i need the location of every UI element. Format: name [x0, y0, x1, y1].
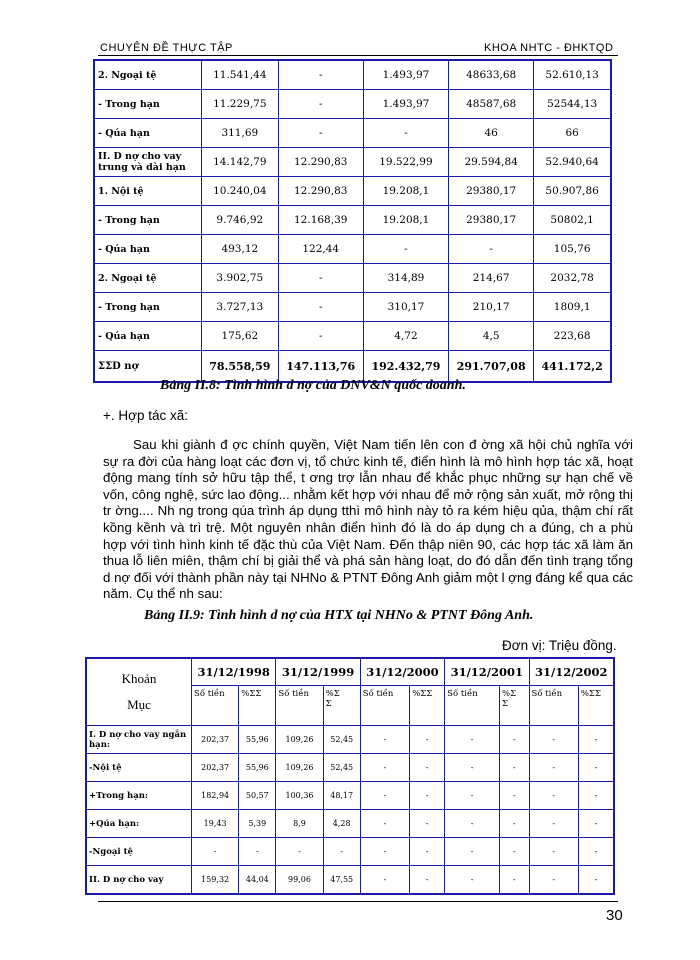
table-cell: 202,37 [192, 754, 239, 782]
table-cell: - [445, 754, 500, 782]
table-cell: 19.208,1 [363, 206, 448, 235]
table-cell: - [578, 782, 614, 810]
table-cell: 52.940,64 [534, 148, 611, 177]
table-cell: - [449, 235, 534, 264]
year-header: 31/12/2000 [360, 658, 444, 686]
table-cell: 19.522,99 [363, 148, 448, 177]
muc-label: Mục [127, 697, 151, 712]
table-cell: 2032,78 [534, 264, 611, 293]
table-cell: - [410, 754, 445, 782]
debt-table-htx [85, 657, 615, 895]
row-label: - Trong hạn [94, 293, 202, 322]
row-label: +Qúa hạn: [86, 810, 192, 838]
table-cell: 5,39 [239, 810, 276, 838]
table-cell: 182,94 [192, 782, 239, 810]
sub-header-percent-line2: Σ [502, 699, 509, 709]
table-cell: - [360, 754, 409, 782]
table-cell: - [500, 782, 529, 810]
table-cell: 105,76 [534, 235, 611, 264]
sub-header-percent-line2: Σ [325, 699, 332, 709]
table-cell: - [239, 838, 276, 866]
table-cell: - [276, 838, 323, 866]
section-subheading: +. Hợp tác xã: [103, 408, 189, 423]
row-label: 2. Ngoại tệ [94, 264, 202, 293]
table-cell: 12.290,83 [278, 148, 363, 177]
table-cell: - [445, 782, 500, 810]
table-cell: 4,72 [363, 322, 448, 351]
table-cell: - [529, 726, 578, 754]
sub-header-percent: %ΣΣ [410, 686, 445, 726]
table-row [94, 206, 611, 235]
table-cell: 19.208,1 [363, 177, 448, 206]
table-cell: 44,04 [239, 866, 276, 895]
table-cell: - [410, 866, 445, 895]
table-row [94, 119, 611, 148]
table-cell: 29380,17 [449, 206, 534, 235]
table-cell: 50.907,86 [534, 177, 611, 206]
row-label: - Qúa hạn [94, 119, 202, 148]
table-row [86, 810, 614, 838]
table-cell: - [278, 60, 363, 90]
table-cell: 99,06 [276, 866, 323, 895]
table-cell: - [578, 838, 614, 866]
sub-header-percent [323, 686, 360, 726]
table-row [86, 838, 614, 866]
unit-label: Đơn vị: Triệu đồng. [502, 638, 617, 653]
table-cell: - [578, 866, 614, 895]
table-cell: 311,69 [202, 119, 279, 148]
table-cell: 109,26 [276, 726, 323, 754]
table-cell: 9.746,92 [202, 206, 279, 235]
table-cell: - [529, 810, 578, 838]
row-label: - Qúa hạn [94, 235, 202, 264]
table-cell: - [578, 810, 614, 838]
table-cell: - [410, 838, 445, 866]
table-cell: 210,17 [449, 293, 534, 322]
table-cell: 14.142,79 [202, 148, 279, 177]
table-cell: 1.493,97 [363, 90, 448, 119]
table-cell: - [529, 866, 578, 895]
sub-header-amount: Số tiền [192, 686, 239, 726]
table-cell: - [360, 838, 409, 866]
table-cell: 48,17 [323, 782, 360, 810]
table-cell: 11.541,44 [202, 60, 279, 90]
table-cell: - [360, 866, 409, 895]
sub-header-percent-line1: %Σ [325, 689, 340, 699]
year-header: 31/12/2002 [529, 658, 614, 686]
table-cell: 310,17 [363, 293, 448, 322]
table-cell: 493,12 [202, 235, 279, 264]
table-cell: - [363, 119, 448, 148]
sub-header-percent: %ΣΣ [578, 686, 614, 726]
table-cell: - [278, 264, 363, 293]
table-row [86, 726, 614, 754]
table-cell: 50802,1 [534, 206, 611, 235]
table-row [86, 754, 614, 782]
table-row [94, 235, 611, 264]
table-cell: 4,5 [449, 322, 534, 351]
page-number: 30 [606, 907, 623, 924]
table-cell: 147.113,76 [278, 351, 363, 383]
table-cell: - [529, 754, 578, 782]
table-cell: 52,45 [323, 754, 360, 782]
table-cell: 47,55 [323, 866, 360, 895]
table-cell: 100,36 [276, 782, 323, 810]
table-cell: - [445, 726, 500, 754]
table-cell: 12.168,39 [278, 206, 363, 235]
table-cell: 291.707,08 [449, 351, 534, 383]
table-cell: 78.558,59 [202, 351, 279, 383]
table-cell: - [323, 838, 360, 866]
table-row [94, 60, 611, 90]
table-cell: 1809,1 [534, 293, 611, 322]
table-cell: - [360, 782, 409, 810]
table-caption-ii8: Bảng II.8: Tình hình d nợ của DNV&N quốc doanh. [160, 378, 466, 393]
table-row [94, 322, 611, 351]
table-cell: - [363, 235, 448, 264]
body-paragraph: Sau khi giành đ ợc chính quyền, Việt Nam tiến lên con đ ờng xã hội chủ nghĩa với sự ra đời của hàng loạt các đơn vị, tổ chức kinh tế, điển hình là mô hình hợp tác xã, hoạt động mang tính sở hữu tập thể, t ơng trợ lẫn nhau để khắc phục những sự hạn chế về vốn, công nghệ, sức lao động... nhằm kết hợp với nhau để mở rộng sản xuất, mở rộng thị tr ờng.... Nh ng trong qúa trình áp dụng tthì mô hình này tỏ ra kém hiệu qủa, thậm chí rất kồng kềnh và trì trệ. Một nguyên nhân điển hình đó là do áp dụng ch a đúng, ch a phù hợp với tình hình kinh tế đặc thù của Việt Nam. Đến thập niên 90, các hợp tác xã làm ăn thua lỗ liên miên, thậm chí bị giải thể và phá sản hàng loạt, do đó dẫn đến tình trạng tổng d nợ đối với thành phần này tại NHNo & PTNT Đông Anh giảm một l ợng đáng kể qua các năm. Cụ thể nh sau: [103, 437, 634, 602]
row-label: II. D nợ cho vay trung và dài hạn [94, 148, 202, 177]
table-cell: - [500, 754, 529, 782]
table-cell: - [278, 119, 363, 148]
year-header: 31/12/1998 [192, 658, 276, 686]
table-cell: - [500, 810, 529, 838]
table-cell: - [410, 782, 445, 810]
sub-header-amount: Số tiền [360, 686, 409, 726]
header-rule [98, 55, 618, 56]
row-label: I. D nợ cho vay ngắn hạn: [86, 726, 192, 754]
table-cell: - [445, 866, 500, 895]
table-cell: 52544,13 [534, 90, 611, 119]
row-label: 2. Ngoại tệ [94, 60, 202, 90]
table-cell: - [529, 838, 578, 866]
table-cell: 10.240,04 [202, 177, 279, 206]
table-cell: - [500, 726, 529, 754]
table-row [94, 293, 611, 322]
table-cell: 3.727,13 [202, 293, 279, 322]
table-cell: 109,26 [276, 754, 323, 782]
table-cell: - [360, 810, 409, 838]
header-left: CHUYÊN ĐỀ THỰC TẬP [100, 42, 233, 54]
table-row [86, 866, 614, 895]
table-caption-ii9: Bảng II.9: Tình hình d nợ của HTX tại NHNo & PTNT Đông Anh. [144, 608, 534, 623]
table-cell: 48587,68 [449, 90, 534, 119]
row-label: -Ngoại tệ [86, 838, 192, 866]
row-label: 1. Nội tệ [94, 177, 202, 206]
table-cell: 52.610,13 [534, 60, 611, 90]
table-row [94, 90, 611, 119]
table-cell: 46 [449, 119, 534, 148]
table-cell: 29.594,84 [449, 148, 534, 177]
khoan-label: Khoản [121, 671, 157, 686]
table-cell: 66 [534, 119, 611, 148]
table-cell: 29380,17 [449, 177, 534, 206]
table-row [86, 782, 614, 810]
year-header: 31/12/2001 [445, 658, 529, 686]
table-cell: 214,67 [449, 264, 534, 293]
col-header-khoan-muc [86, 658, 192, 726]
table-cell: 50,57 [239, 782, 276, 810]
table-cell: 202,37 [192, 726, 239, 754]
table-cell: 175,62 [202, 322, 279, 351]
row-label: +Trong hạn: [86, 782, 192, 810]
row-label: - Trong hạn [94, 206, 202, 235]
table-row [94, 264, 611, 293]
table-cell: - [500, 838, 529, 866]
row-label: -Nội tệ [86, 754, 192, 782]
table-cell: - [578, 726, 614, 754]
table-cell: - [278, 322, 363, 351]
row-label: ΣΣD nợ [94, 351, 202, 383]
table-cell: 192.432,79 [363, 351, 448, 383]
table-cell: 52,45 [323, 726, 360, 754]
year-header: 31/12/1999 [276, 658, 360, 686]
sub-header-amount: Số tiền [276, 686, 323, 726]
table-cell: - [500, 866, 529, 895]
table-cell: 55,96 [239, 726, 276, 754]
table-cell: - [360, 726, 409, 754]
table-cell: 11.229,75 [202, 90, 279, 119]
table-cell: 314,89 [363, 264, 448, 293]
table-cell: 19,43 [192, 810, 239, 838]
table-cell: 441.172,2 [534, 351, 611, 383]
sub-header-amount: Số tiền [529, 686, 578, 726]
sub-header-amount: Số tiền [445, 686, 500, 726]
sub-header-percent-line1: %Σ [502, 689, 517, 699]
table-row [94, 177, 611, 206]
table-cell: - [278, 90, 363, 119]
table-cell: 223,68 [534, 322, 611, 351]
table-cell: 1.493,97 [363, 60, 448, 90]
header-right: KHOA NHTC - ĐHKTQD [484, 42, 614, 54]
table-cell: - [445, 810, 500, 838]
table-cell: - [578, 754, 614, 782]
table-cell: 3.902,75 [202, 264, 279, 293]
table-cell: 12.290,83 [278, 177, 363, 206]
footer-rule [98, 901, 618, 902]
row-label: II. D nợ cho vay [86, 866, 192, 895]
table-row [94, 148, 611, 177]
sub-header-percent: %ΣΣ [239, 686, 276, 726]
sub-header-percent [500, 686, 529, 726]
row-label: - Trong hạn [94, 90, 202, 119]
debt-table-dnvn [93, 59, 612, 383]
table-cell: 48633,68 [449, 60, 534, 90]
table-cell: 122,44 [278, 235, 363, 264]
table-cell: - [410, 810, 445, 838]
table-cell: 55,96 [239, 754, 276, 782]
table-cell: 8,9 [276, 810, 323, 838]
table-cell: 159,32 [192, 866, 239, 895]
table-cell: - [410, 726, 445, 754]
table-cell: 4,28 [323, 810, 360, 838]
table-cell: - [529, 782, 578, 810]
row-label: - Qúa hạn [94, 322, 202, 351]
table-cell: - [278, 293, 363, 322]
table-cell: - [445, 838, 500, 866]
table-cell: - [192, 838, 239, 866]
